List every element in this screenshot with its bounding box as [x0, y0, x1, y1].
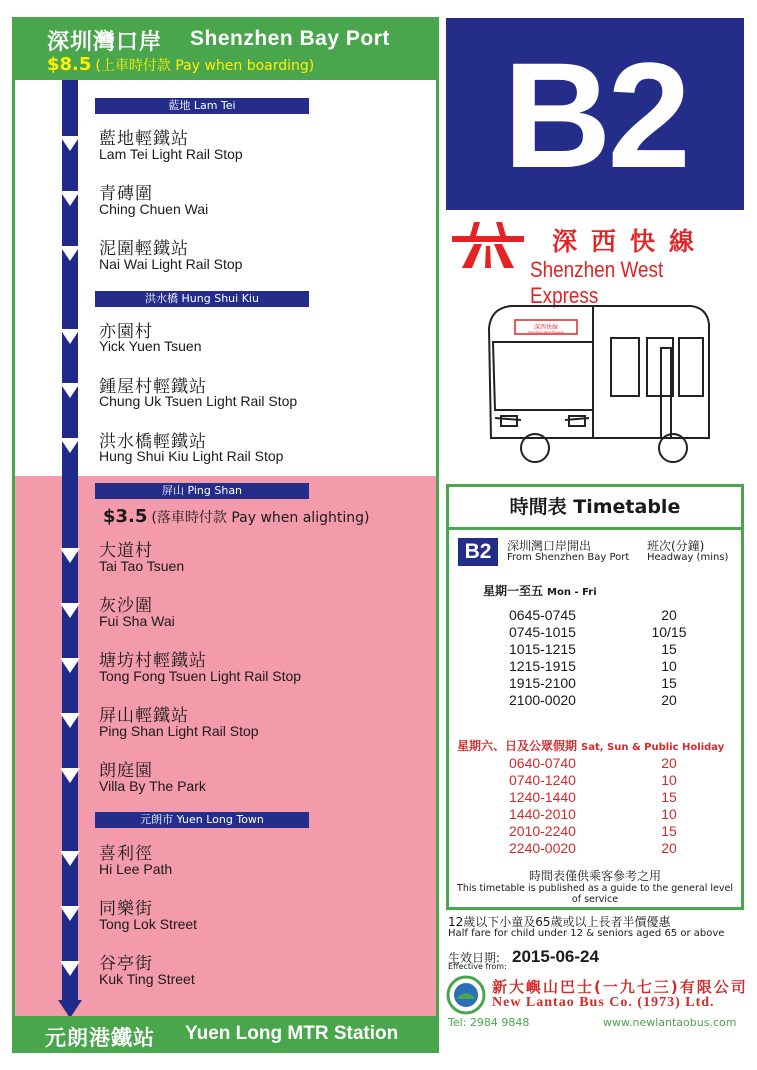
stop-name-en: Tai Tao Tsuen	[99, 558, 185, 574]
stop-arrow-icon	[60, 438, 80, 453]
table-row	[449, 624, 741, 641]
stop-arrow-icon	[60, 906, 80, 921]
route-panel	[12, 17, 439, 1053]
row-time: 1915-2100	[509, 675, 576, 691]
boarding-fare-note: (上車時付款 Pay when boarding)	[95, 58, 315, 74]
company-name-en: New Lantao Bus Co. (1973) Ltd.	[492, 995, 715, 1010]
stop-name-en: Tong Fong Tsuen Light Rail Stop	[99, 668, 302, 684]
area-label-hung-shui-kiu: 洪水橋 Hung Shui Kiu	[95, 291, 309, 307]
stop-name-zh: 同樂街	[99, 899, 153, 919]
half-fare-note-zh: 12歲以下小童及65歲或以上長者半價優惠	[448, 915, 671, 929]
row-time: 2240-0020	[509, 840, 576, 856]
table-row	[449, 772, 741, 789]
stop-arrow-icon	[60, 768, 80, 783]
row-headway: 20	[661, 692, 677, 708]
stop-name-en: Lam Tei Light Rail Stop	[99, 146, 243, 162]
stop-name-en: Fui Sha Wai	[99, 613, 175, 629]
stop-name-zh: 大道村	[99, 541, 153, 561]
stop-name-en: Villa By The Park	[99, 778, 206, 794]
weekend-heading-en: Sat, Sun & Public Holiday	[581, 742, 725, 753]
stop-arrow-icon	[60, 961, 80, 976]
stop-name-en: Yick Yuen Tsuen	[99, 338, 202, 354]
origin-name-zh: 深圳灣口岸	[47, 30, 163, 55]
table-row	[449, 641, 741, 658]
stop-arrow-icon	[60, 246, 80, 261]
table-row	[449, 607, 741, 624]
company-logo-icon	[446, 975, 486, 1015]
stop-name-zh: 谷亭街	[99, 954, 153, 974]
alighting-fare-amount: $3.5	[103, 506, 148, 527]
table-row	[449, 806, 741, 823]
area-label-lam-tei: 藍地 Lam Tei	[95, 98, 309, 114]
col-headway-zh: 班次(分鐘)	[647, 539, 705, 553]
telephone: Tel: 2984 9848	[448, 1016, 530, 1029]
row-headway: 15	[661, 641, 677, 657]
timetable-note-zh: 時間表僅供乘客參考之用	[528, 869, 661, 883]
stop-name-zh: 洪水橋輕鐵站	[99, 432, 207, 452]
brand-name-en: Shenzhen West Express	[530, 257, 664, 308]
row-headway: 15	[661, 823, 677, 839]
stop-name-zh: 藍地輕鐵站	[99, 129, 189, 149]
weekday-heading-zh: 星期一至五	[483, 584, 544, 598]
row-headway: 10	[661, 658, 677, 674]
col-headway-en: Headway (mins)	[647, 552, 729, 563]
row-time: 2100-0020	[509, 692, 576, 708]
stop-name-en: Tong Lok Street	[99, 916, 198, 932]
stop-name-en: Ching Chuen Wai	[99, 201, 209, 217]
area-label-ping-shan: 屏山 Ping Shan	[95, 483, 309, 499]
stop-name-zh: 朗庭園	[99, 761, 153, 781]
row-time: 1015-1215	[509, 641, 576, 657]
stop-name-en: Nai Wai Light Rail Stop	[99, 256, 243, 272]
row-time: 0740-1240	[509, 772, 576, 788]
stop-name-en: Hi Lee Path	[99, 861, 173, 877]
stop-name-en: Hung Shui Kiu Light Rail Stop	[99, 448, 284, 464]
route-badge: B2	[458, 538, 498, 566]
timetable-panel	[446, 484, 744, 910]
timetable-title: 時間表 Timetable	[449, 487, 741, 530]
half-fare-note-en: Half fare for child under 12 & seniors aged 65 or above	[448, 928, 725, 939]
weekday-heading-en: Mon - Fri	[547, 587, 597, 598]
destination-name-en: Yuen Long MTR Station	[185, 1023, 399, 1044]
table-row	[449, 755, 741, 772]
row-headway: 15	[661, 675, 677, 691]
row-time: 1440-2010	[509, 806, 576, 822]
col-departure-zh: 深圳灣口岸開出	[507, 539, 592, 553]
origin-name-en: Shenzhen Bay Port	[190, 27, 390, 50]
table-row	[449, 692, 741, 709]
stop-name-zh: 屏山輕鐵站	[99, 706, 189, 726]
stop-name-zh: 泥圍輕鐵站	[99, 239, 189, 259]
stop-arrow-icon	[60, 383, 80, 398]
timetable-note-en: This timetable is published as a guide to the general level of service	[457, 883, 733, 905]
stop-name-zh: 塘坊村輕鐵站	[99, 651, 207, 671]
col-departure-en: From Shenzhen Bay Port	[507, 552, 630, 563]
table-row	[449, 840, 741, 857]
website-link[interactable]: www.newlantaobus.com	[603, 1016, 737, 1029]
row-time: 0745-1015	[509, 624, 576, 640]
stop-arrow-icon	[60, 329, 80, 344]
stop-name-en: Chung Uk Tsuen Light Rail Stop	[99, 393, 298, 409]
origin-header	[15, 20, 436, 80]
stop-name-zh: 喜利徑	[99, 844, 153, 864]
boarding-fare	[47, 54, 314, 75]
bus-illustration-icon	[481, 298, 713, 466]
row-headway: 20	[661, 840, 677, 856]
stop-arrow-icon	[60, 191, 80, 206]
stop-name-zh: 亦園村	[99, 322, 153, 342]
stop-name-zh: 青磚圍	[99, 184, 153, 204]
row-headway: 20	[661, 607, 677, 623]
table-row	[449, 658, 741, 675]
table-row	[449, 823, 741, 840]
route-number-box	[446, 18, 744, 210]
row-headway: 15	[661, 789, 677, 805]
weekend-heading	[457, 737, 724, 754]
weekend-heading-zh: 星期六、日及公眾假期	[457, 739, 578, 753]
row-headway: 10/15	[651, 624, 687, 640]
bus-sign-zh: 深西快線	[533, 324, 559, 331]
stop-arrow-icon	[60, 603, 80, 618]
stop-arrow-icon	[60, 713, 80, 728]
alighting-fare	[103, 506, 369, 527]
express-logo-icon	[452, 222, 524, 268]
weekday-heading	[483, 582, 597, 599]
row-time: 0640-0740	[509, 755, 576, 771]
stop-arrow-icon	[60, 658, 80, 673]
destination-footer	[15, 1016, 436, 1053]
row-headway: 10	[661, 806, 677, 822]
row-headway: 10	[661, 772, 677, 788]
stop-name-en: Ping Shan Light Rail Stop	[99, 723, 259, 739]
table-row	[449, 675, 741, 692]
area-label-yuen-long-town: 元朗市 Yuen Long Town	[95, 812, 309, 828]
bus-sign-en: Shenzhen West Express	[528, 330, 564, 334]
route-number: B2	[503, 31, 687, 199]
effective-date: 2015-06-24	[512, 947, 599, 966]
stop-name-zh: 鍾屋村輕鐵站	[99, 377, 207, 397]
boarding-fare-amount: $8.5	[47, 54, 92, 75]
effective-label-zh: 生效日期:	[448, 951, 501, 965]
effective-label-en: Effective from:	[448, 962, 507, 971]
stop-name-zh: 灰沙圍	[99, 596, 153, 616]
row-time: 0645-0745	[509, 607, 576, 623]
destination-name-zh: 元朗港鐵站	[45, 1026, 155, 1050]
brand-name-zh: 深西快線	[552, 227, 709, 256]
stop-name-en: Kuk Ting Street	[99, 971, 195, 987]
stop-arrow-icon	[60, 851, 80, 866]
row-time: 1240-1440	[509, 789, 576, 805]
stop-arrow-icon	[60, 136, 80, 151]
stop-arrow-icon	[60, 548, 80, 563]
alighting-fare-note: (落車時付款 Pay when alighting)	[151, 510, 370, 526]
row-time: 1215-1915	[509, 658, 576, 674]
row-time: 2010-2240	[509, 823, 576, 839]
company-name-zh: 新大嶼山巴士(一九七三)有限公司	[492, 978, 748, 996]
row-headway: 20	[661, 755, 677, 771]
table-row	[449, 789, 741, 806]
